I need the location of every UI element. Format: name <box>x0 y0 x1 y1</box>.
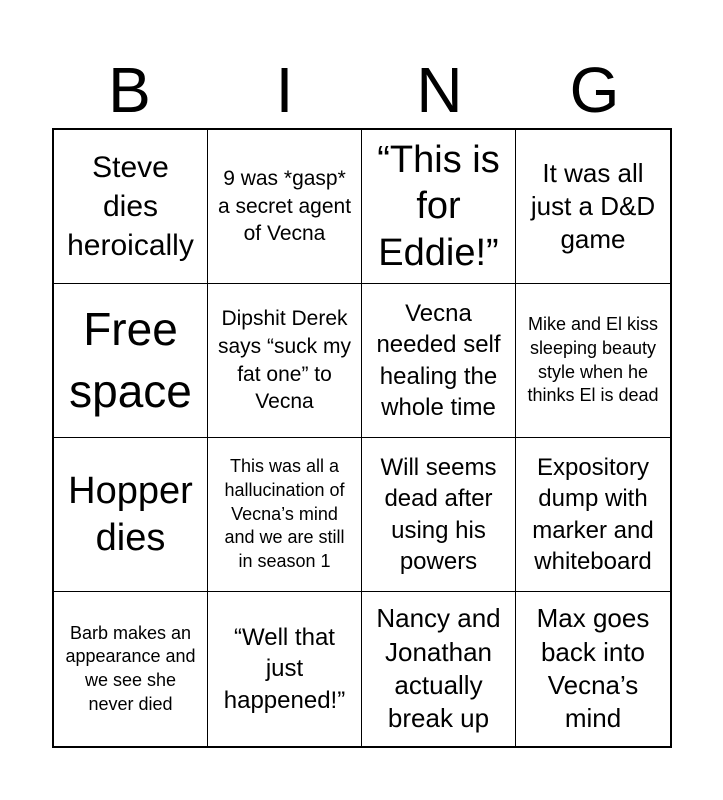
cell-text: “Well that just happened!” <box>223 624 346 714</box>
bingo-board <box>52 128 672 748</box>
cell-text: Barb makes an appearance and we see she never died <box>65 622 196 714</box>
cell-text: Expository dump with marker and whiteboard <box>532 454 654 575</box>
header-letter-b: B <box>108 54 151 126</box>
bingo-cell-r4c4[interactable] <box>516 592 670 746</box>
bingo-cell-r4c3[interactable] <box>362 592 516 746</box>
bingo-cell-r4c2[interactable] <box>208 592 362 746</box>
bingo-cell-r3c2[interactable] <box>208 438 362 592</box>
bingo-cell-r2c3[interactable] <box>362 284 516 438</box>
cell-text: Vecna needed self healing the whole time <box>376 300 501 421</box>
cell-text: Max goes back into Vecna’s mind <box>536 603 650 734</box>
cell-text: Hopper dies <box>68 470 193 559</box>
bingo-header <box>52 52 672 128</box>
bingo-cell-r1c2[interactable] <box>208 130 362 284</box>
cell-text: It was all just a D&D game <box>530 157 656 255</box>
bingo-cell-r3c4[interactable] <box>516 438 670 592</box>
bingo-cell-r1c1[interactable] <box>54 130 208 284</box>
bingo-cell-r3c1[interactable] <box>54 438 208 592</box>
cell-text: This was all a hallucination of Vecna’s mind and we are still in season 1 <box>224 456 345 572</box>
bingo-cell-r2c1[interactable] <box>54 284 208 438</box>
cell-text: Will seems dead after using his powers <box>380 454 497 575</box>
header-letter-i: I <box>275 54 294 126</box>
bingo-cell-r3c3[interactable] <box>362 438 516 592</box>
cell-text: “This is for Eddie!” <box>377 138 500 274</box>
bingo-cell-r2c2[interactable] <box>208 284 362 438</box>
bingo-cell-r2c4[interactable] <box>516 284 670 438</box>
cell-text: Nancy and Jonathan actually break up <box>376 603 501 734</box>
bingo-cell-r1c3[interactable] <box>362 130 516 284</box>
header-letter-g: G <box>569 54 620 126</box>
cell-text: Dipshit Derek says “suck my fat one” to Vecna <box>217 307 351 414</box>
cell-text: Free space <box>69 302 192 417</box>
cell-text: Mike and El kiss sleeping beauty style when he thinks El is dead <box>527 314 659 406</box>
bingo-cell-r1c4[interactable] <box>516 130 670 284</box>
cell-text: 9 was *gasp* a secret agent of Vecna <box>217 166 352 246</box>
header-letter-n: N <box>416 54 463 126</box>
cell-text: Steve dies heroically <box>67 151 194 262</box>
bingo-cell-r4c1[interactable] <box>54 592 208 746</box>
